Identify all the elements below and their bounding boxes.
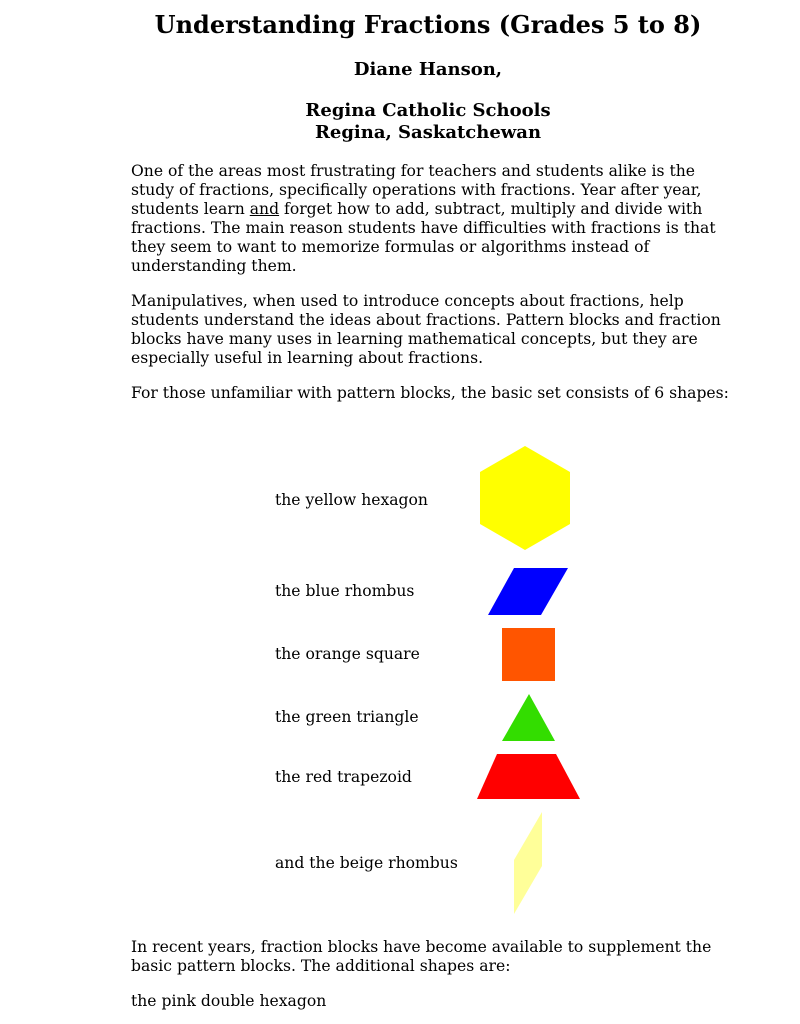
intro-paragraph-3: For those unfamiliar with pattern blocks, the basic set consists of 6 shapes: — [131, 384, 729, 402]
red-trapezoid-icon — [477, 754, 580, 799]
fraction-blocks-intro: In recent years, fraction blocks have become available to supplement the basic pattern blocks. The additional shapes are: — [131, 938, 712, 975]
shape-label-red-trapezoid: the red trapezoid — [275, 768, 412, 786]
shape-label-blue-rhombus: the blue rhombus — [275, 582, 415, 600]
shape-label-orange-square: the orange square — [275, 645, 420, 663]
blue-rhombus-icon — [488, 568, 568, 615]
affiliation-school: Regina Catholic Schools — [305, 100, 551, 121]
orange-square-icon — [502, 628, 555, 681]
page-title: Understanding Fractions (Grades 5 to 8) — [154, 10, 702, 39]
shape-label-beige-rhombus: and the beige rhombus — [275, 854, 458, 872]
intro-p1-underlined-and: and — [249, 200, 280, 218]
green-triangle-icon — [502, 694, 555, 741]
intro-p1-text-a: One of the areas most frustrating for teachers and students alike is the study of fractions, specifically operations with fractions. Year after year, students learn — [131, 162, 702, 218]
intro-p1-text-b: forget how to add, subtract, multiply and divide with fractions. The main reason students have difficulties with fractions is that they seem to want to memorize formulas or algorithms instead of understanding them. — [131, 200, 716, 275]
intro-paragraph-2: Manipulatives, when used to introduce concepts about fractions, help students understand the ideas about fractions. Pattern blocks and fraction blocks have many uses in learning mathematical concepts, but they are especially useful in learning about fractions. — [131, 292, 721, 367]
yellow-hexagon-icon — [480, 446, 570, 550]
shape-label-yellow-hexagon: the yellow hexagon — [275, 491, 428, 509]
fraction-block-item-pink-double-hexagon: the pink double hexagon — [131, 992, 327, 1010]
beige-rhombus-icon — [514, 812, 542, 914]
shape-label-green-triangle: the green triangle — [275, 708, 419, 726]
affiliation-location: Regina, Saskatchewan — [314, 122, 542, 143]
author-name: Diane Hanson, — [353, 59, 503, 80]
